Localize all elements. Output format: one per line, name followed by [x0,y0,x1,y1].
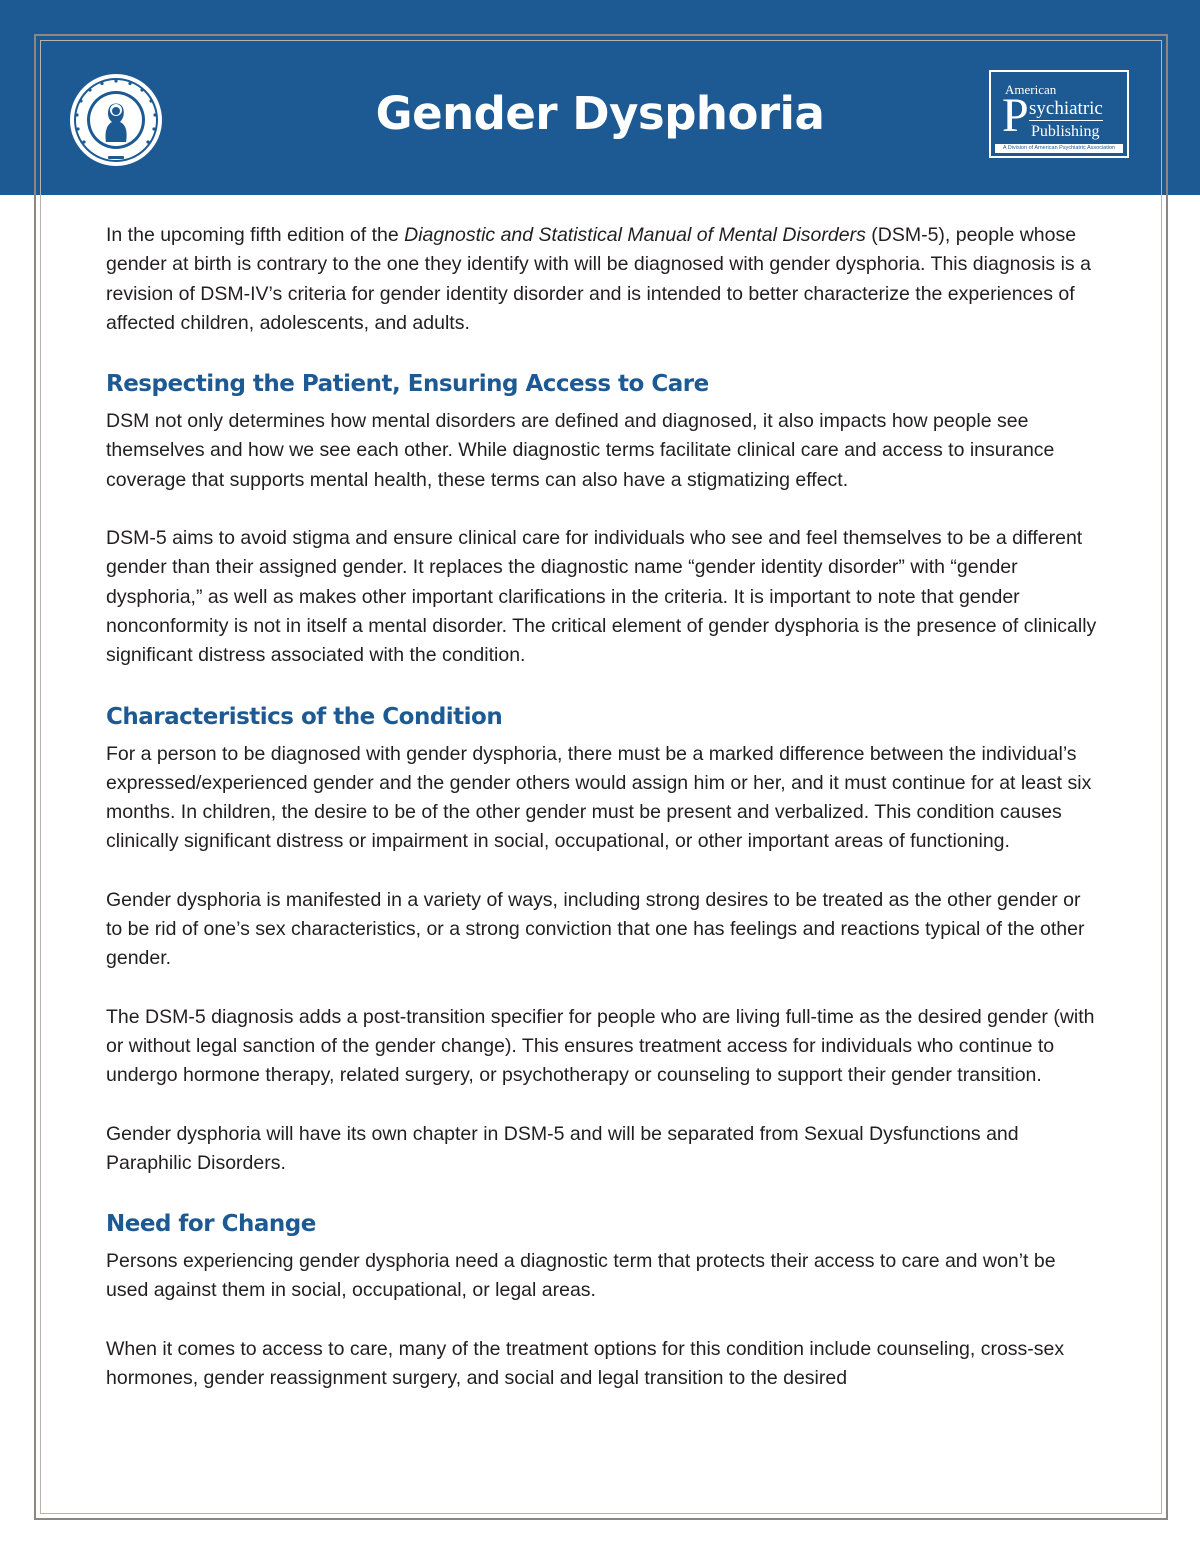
section-2-paragraph-1: For a person to be diagnosed with gender dysphoria, there must be a marked difference between the individual’s expressed/experienced gender and the gender others would assign him or her, and it must continue for at least six months. In children, the desire to be of the other gender must be present and verbalized. This condition causes clinically significant distress or impairment in social, occupational, or other important areas of functioning. [106,742,1092,853]
section-1-paragraph-1: DSM not only determines how mental disorders are defined and diagnosed, it also impacts how people see themselves and how we see each other. While diagnostic terms facilitate clinical care and access to insurance coverage that supports mental health, these terms can also have a stigmatizing effect. [106,410,1055,491]
logo-line-american: American [1005,82,1057,97]
logo-initial: P [1002,89,1029,142]
document-body [106,221,1100,1422]
section-heading-respecting-patient: Respecting the Patient, Ensuring Access to Care [106,371,709,398]
american-psychiatric-publishing-logo [989,70,1129,158]
logo-line-psychiatric: sychiatric [1029,98,1103,119]
section-heading-characteristics: Characteristics of the Condition [106,703,503,730]
manual-title: Diagnostic and Statistical Manual of Mental Disorders [404,224,866,246]
intro-paragraph [106,221,1100,338]
apa-seal-icon [68,72,164,168]
section-2-paragraph-2: Gender dysphoria is manifested in a variety of ways, including strong desires to be treated as the other gender or to be rid of one’s sex characteristics, or a strong conviction that one has feelings and reactions typical of the other gender. [106,888,1085,970]
page-title: Gender Dysphoria [375,87,825,140]
intro-text-end: (DSM-5), people whose gender at birth is contrary to the one they identify with will be diagnosed with gender dysphoria. This diagnosis is a revision of DSM-IV’s criteria for gender identity disorder and is intended to better characterize the experiences of affected children, adolescents, and adults. [106,224,1091,334]
section-3-paragraph-1: Persons experiencing gender dysphoria need a diagnostic term that protects their access to care and won’t be used against them in social, occupational, or legal areas. [106,1250,1056,1302]
intro-text-start: In the upcoming fifth edition of the [106,224,405,246]
logo-line-publishing: Publishing [1031,123,1100,140]
section-3-paragraph-2: When it comes to access to care, many of the treatment options for this condition include counseling, cross-sex hormones, gender reassignment surgery, and social and legal transition to the desired [106,1337,1065,1390]
section-heading-need-for-change: Need for Change [106,1211,316,1238]
section-2-paragraph-3: The DSM-5 diagnosis adds a post-transition specifier for people who are living full-time as the desired gender (with or without legal sanction of the gender change). This ensures treatment access for individuals who continue to undergo hormone therapy, related surgery, or psychotherapy or counseling to support their gender transition. [106,1005,1095,1087]
section-1-paragraph-2: DSM-5 aims to avoid stigma and ensure clinical care for individuals who see and feel themselves to be a different gender than their assigned gender. It replaces the diagnostic name “gender identity disorder” with “gender dysphoria,” as well as makes other important clarifications in the criteria. It is important to note that gender nonconformity is not in itself a mental disorder. The critical element of gender dysphoria is the presence of clinically significant distress associated with the condition. [106,527,1097,667]
logo-tagline: A Division of American Psychiatric Association [995,144,1123,153]
section-2-paragraph-4: Gender dysphoria will have its own chapter in DSM-5 and will be separated from Sexual Dysfunctions and Paraphilic Disorders. [106,1122,1019,1174]
